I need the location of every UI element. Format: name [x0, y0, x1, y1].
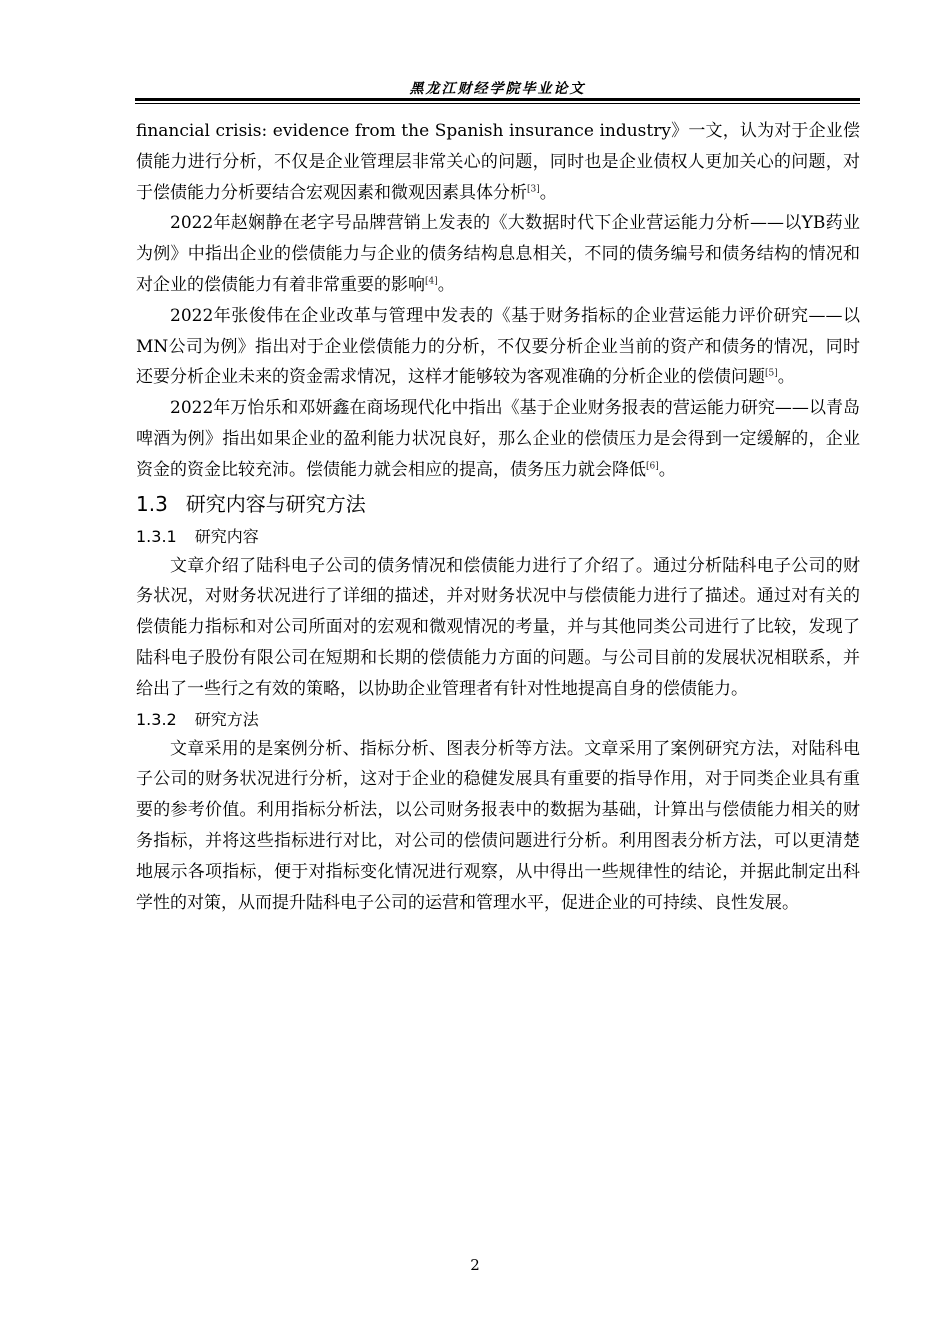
- paragraph-3: [136, 301, 860, 393]
- paragraph-1-text: financial crisis: evidence from the Spanish insurance industry》一文，认为对于企业偿债能力进行分析，不仅是企业管理层非常关心的问题，同时也是企业债权人更加关心的问题，对于偿债能力分析要结合宏观因素和微观因素具体分析: [136, 121, 860, 203]
- citation-4: [4]: [425, 276, 438, 287]
- paragraph-research-content: 文章介绍了陆科电子公司的债务情况和偿债能力进行了介绍了。通过分析陆科电子公司的财务状况，对财务状况进行了详细的描述，并对财务状况中与偿债能力进行了描述。通过对有关的偿债能力指标和对公司所面对的宏观和微观情况的考量，并与其他同类公司进行了比较，发现了陆科电子股份有限公司在短期和长期的偿债能力方面的问题。与公司目前的发展状况相联系，并给出了一些行之有效的策略，以协助企业管理者有针对性地提高自身的偿债能力。: [136, 555, 860, 699]
- paragraph-4-text: 2022年万怡乐和邓妍鑫在商场现代化中指出《基于企业财务报表的营运能力研究——以青岛啤酒为例》指出如果企业的盈利能力状况良好，那么企业的偿债压力是会得到一定缓解的，企业资金的资金比较充沛。偿债能力就会相应的提高，债务压力就会降低: [136, 398, 860, 480]
- paragraph-3-end: 。: [777, 367, 795, 388]
- paragraph-2-end: 。: [437, 274, 455, 295]
- subsection-heading-1-3-2: [136, 705, 860, 734]
- citation-6: [6]: [646, 461, 659, 472]
- paragraph-2-text: 2022年赵娴静在老字号品牌营销上发表的《大数据时代下企业营运能力分析——以YB药业为例》中指出企业的偿债能力与企业的债务结构息息相关，不同的债务编号和债务结构的情况和对企业的偿债能力有着非常重要的影响: [136, 213, 860, 295]
- subsection-title: 研究方法: [194, 709, 259, 729]
- subsection-number: 1.3.2: [136, 709, 177, 729]
- section-number: 1.3: [136, 491, 168, 516]
- paragraph-3-text: 2022年张俊伟在企业改革与管理中发表的《基于财务指标的企业营运能力评价研究——以MN公司为例》指出对于企业偿债能力的分析，不仅要分析企业当前的资产和债务的情况，同时还要分析企业未来的资金需求情况，这样才能够较为客观准确的分析企业的偿债问题: [136, 305, 860, 388]
- section-heading-1-3: [136, 486, 860, 522]
- paragraph-4-end: 。: [658, 459, 676, 480]
- paragraph-2: [136, 208, 860, 300]
- paragraph-1: [136, 116, 860, 208]
- citation-3: [3]: [527, 183, 540, 194]
- header-rule-thin: [135, 103, 860, 104]
- page-number: 2: [470, 1256, 480, 1274]
- running-header: 黑龙江财经学院毕业论文: [409, 81, 586, 97]
- subsection-heading-1-3-1: [136, 522, 860, 551]
- section-title: 研究内容与研究方法: [185, 491, 366, 516]
- paragraph-research-methods: 文章采用的是案例分析、指标分析、图表分析等方法。文章采用了案例研究方法，对陆科电子公司的财务状况进行分析，这对于企业的稳健发展具有重要的指导作用，对于同类企业具有重要的参考价值。利用指标分析法，以公司财务报表中的数据为基础，计算出与偿债能力相关的财务指标，并将这些指标进行对比，对公司的偿债问题进行分析。利用图表分析方法，可以更清楚地展示各项指标，便于对指标变化情况进行观察，从中得出一些规律性的结论，并据此制定出科学性的对策，从而提升陆科电子公司的运营和管理水平，促进企业的可持续、良性发展。: [136, 738, 860, 913]
- header-rule-thick: [135, 98, 860, 101]
- body-text: [136, 116, 860, 918]
- citation-5: [5]: [765, 368, 778, 379]
- subsection-number: 1.3.1: [136, 526, 177, 546]
- paragraph-4: [136, 393, 860, 485]
- subsection-title: 研究内容: [194, 526, 259, 546]
- paragraph-1-end: 。: [539, 182, 557, 203]
